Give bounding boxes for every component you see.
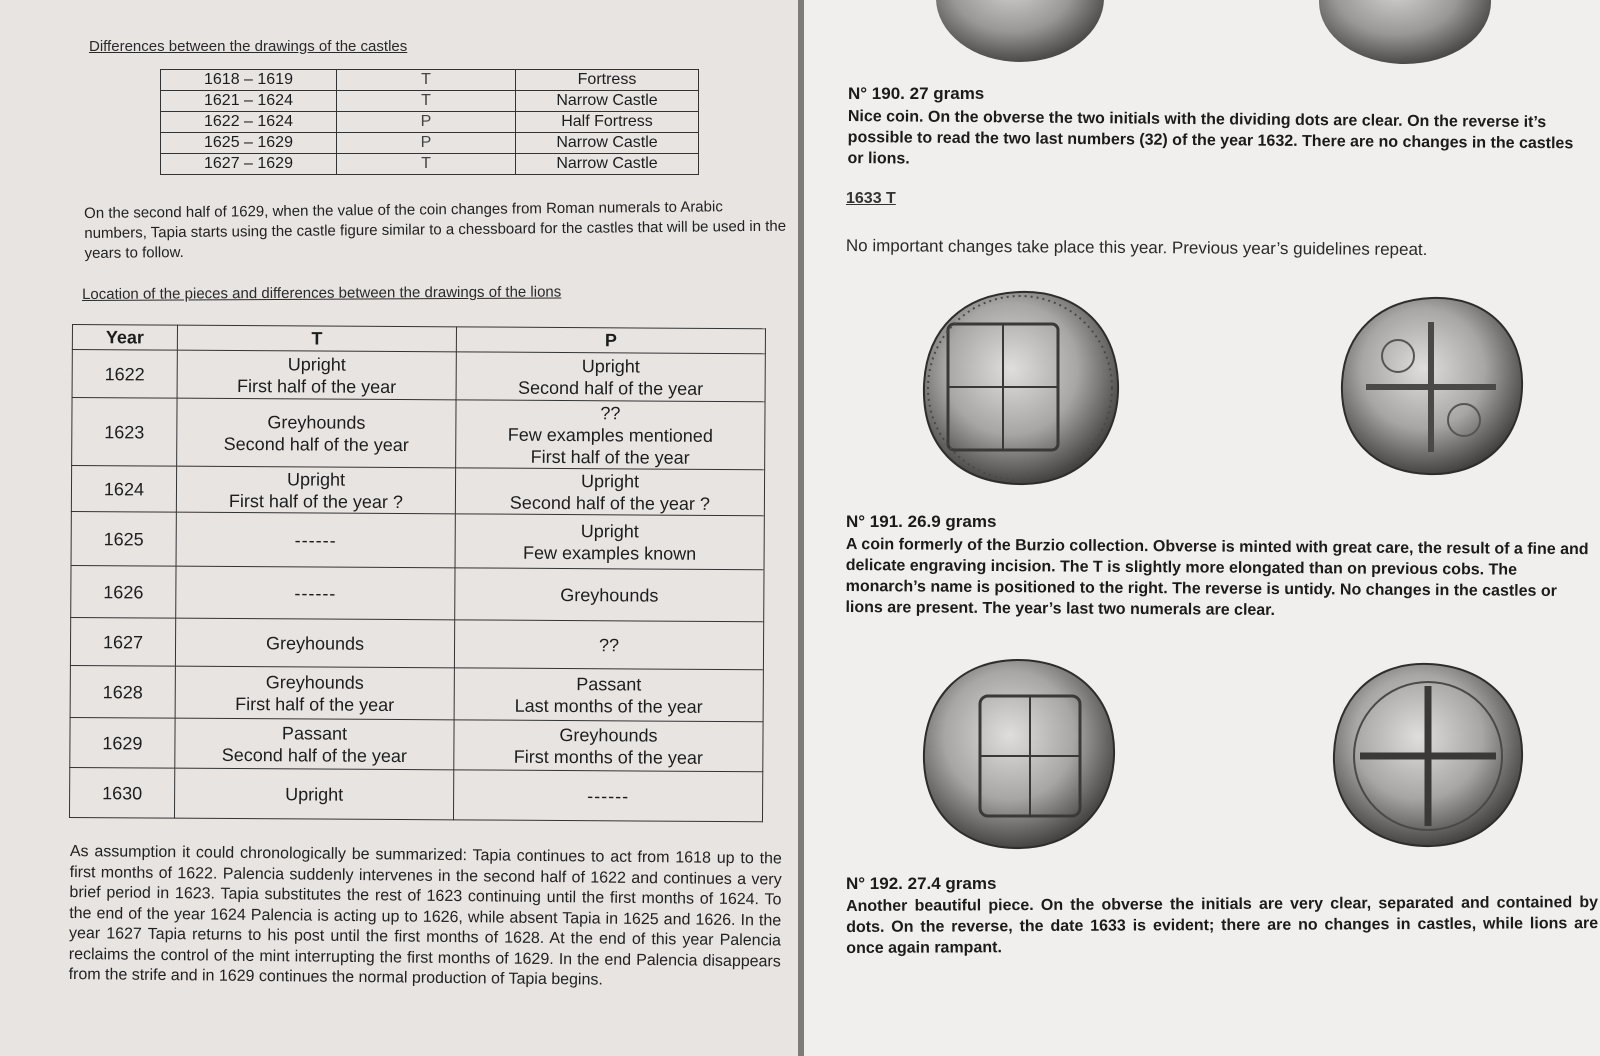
cell-line: ??: [600, 402, 621, 423]
castles-mint-cell: T: [337, 91, 516, 112]
castles-section-title: Differences between the drawings of the castles: [89, 38, 408, 55]
p-cell: [456, 352, 765, 402]
year-cell: 1622: [72, 350, 177, 399]
entry-192-text: Another beautiful piece. On the obverse the initials are very clear, separated and contained by dots. On the reverse, the date 1633 is evident; there are no changes in castles, while lions are once again rampant.: [846, 894, 1599, 957]
coin-192-obverse: [918, 656, 1118, 852]
castles-type-cell: Narrow Castle: [516, 133, 699, 154]
cell-line: Upright: [287, 353, 346, 375]
year-cell: 1630: [69, 767, 174, 818]
left-page: [0, 0, 798, 1056]
cell-line: Upright: [580, 470, 640, 491]
cell-line: Second half of the year: [517, 377, 704, 399]
table-row: [72, 398, 765, 470]
castles-type-cell: Narrow Castle: [516, 91, 699, 112]
column-header-p: P: [456, 327, 765, 354]
cell-line: Second half of the year ?: [509, 492, 711, 514]
p-cell: ??: [454, 620, 763, 670]
castles-table: [160, 69, 699, 175]
p-cell: Greyhounds: [455, 568, 764, 622]
cell-line: Few examples mentioned: [507, 424, 713, 446]
p-cell: [456, 400, 765, 470]
cell-line: Greyhounds: [267, 411, 366, 433]
cell-line: Upright: [286, 468, 346, 490]
t-cell: ------: [176, 566, 455, 620]
entry-190-heading: N° 190. 27 grams: [848, 84, 985, 103]
entry-191-heading: N° 191. 26.9 grams: [846, 512, 997, 531]
castles-type-cell: Half Fortress: [516, 112, 699, 133]
entry-191-text: A coin formerly of the Burzio collection. Obverse is minted with great care, the result of a fine and delicate engraving incision. The T is slightly more elongated than on previous cobs. The monarch’s name is positioned to the right. The reverse is untidy. No changes in the castles or lions are present. The year’s last two numerals are clear.: [845, 535, 1589, 619]
cell-line: First half of the year: [235, 693, 395, 715]
t-cell: [175, 718, 454, 770]
entry-192-heading: N° 192. 27.4 grams: [846, 874, 997, 893]
castles-mint-cell: T: [337, 154, 516, 175]
lions-section-title: Location of the pieces and differences between the drawings of the lions: [82, 283, 562, 303]
year-1633-text: No important changes take place this year. Previous year’s guidelines repeat.: [845, 236, 1428, 260]
castles-years-cell: 1621 – 1624: [161, 91, 337, 112]
castles-years-cell: 1625 – 1629: [161, 133, 337, 154]
lions-table: [69, 324, 766, 822]
p-cell: ------: [453, 770, 762, 822]
column-header-t: T: [177, 325, 456, 352]
p-cell: [454, 668, 763, 722]
t-cell: Upright: [174, 768, 453, 820]
table-row: [70, 665, 763, 721]
cell-line: Passant: [576, 673, 642, 694]
table-row: [161, 154, 699, 175]
castles-mint-cell: P: [337, 133, 516, 154]
cell-line: First half of the year: [530, 446, 690, 468]
coin-190-reverse: [1310, 0, 1500, 68]
year-1633-heading: 1633 T: [846, 190, 896, 207]
cell-line: Few examples known: [523, 542, 697, 564]
coin-190-obverse: [930, 0, 1110, 68]
castles-mint-cell: P: [337, 112, 516, 133]
table-row: [71, 511, 764, 569]
cell-line: Upright: [580, 520, 639, 541]
year-cell: 1629: [70, 717, 175, 768]
t-cell: [175, 666, 454, 720]
coin-191-obverse: [918, 288, 1122, 488]
table-row: [72, 350, 765, 402]
table-row: [161, 133, 699, 154]
t-cell: Greyhounds: [175, 618, 454, 668]
year-cell: 1626: [71, 565, 176, 618]
castles-type-cell: Narrow Castle: [516, 154, 699, 175]
cell-line: Greyhounds: [559, 724, 658, 746]
castles-years-cell: 1618 – 1619: [161, 70, 337, 91]
table-row: [69, 767, 762, 821]
table-row: [71, 466, 764, 516]
column-header-year: Year: [72, 325, 177, 351]
p-cell: [454, 720, 763, 772]
table-row: [161, 112, 699, 133]
year-cell: 1624: [71, 466, 176, 513]
t-cell: [177, 398, 456, 468]
year-cell: 1628: [70, 665, 175, 718]
cell-line: Second half of the year: [223, 433, 409, 455]
t-cell: [176, 466, 455, 514]
castles-type-cell: Fortress: [516, 70, 699, 91]
table-row: [70, 717, 763, 771]
year-cell: 1625: [71, 511, 176, 566]
cell-line: First months of the year: [513, 746, 703, 768]
table-row: [161, 70, 699, 91]
coin-191-reverse: [1336, 292, 1526, 480]
castles-mint-cell: T: [337, 70, 516, 91]
year-cell: 1623: [72, 398, 177, 467]
summary-paragraph: As assumption it could chronologically be summarized: Tapia continues to act from 1618 up to the first months of 1622. Palencia suddenly intervenes in the second half of 1622 and continues a very brief period in 1623. Tapia substitutes the rest of 1623 continuing until the first months of 1624. To the end of the year 1624 Palencia is acting up to 1626, while absent Tapia in 1625 and 1626. In the year 1627 Tapia returns to his post until the first months of 1628. At the end of this year Palencia reclaims the control of the mint interrupting the first months of 1629. In the end Palencia disappears from the strife and in 1629 continues the normal production of Tapia begins.: [68, 842, 782, 989]
castles-years-cell: 1627 – 1629: [161, 154, 337, 175]
table-row: [161, 91, 699, 112]
year-cell: 1627: [70, 617, 175, 666]
t-cell: [177, 350, 456, 400]
p-cell: [455, 514, 764, 570]
entry-190-text: Nice coin. On the obverse the two initials with the dividing dots are clear. On the reverse it’s possible to read the two last numbers (32) of the year 1632. There are no changes in the castles or lions.: [847, 107, 1574, 168]
table-row: [71, 565, 764, 621]
cell-line: Last months of the year: [514, 695, 703, 717]
p-cell: [455, 468, 764, 516]
castles-years-cell: 1622 – 1624: [161, 112, 337, 133]
cell-line: First half of the year ?: [228, 490, 404, 512]
cell-line: Greyhounds: [265, 671, 364, 693]
castles-paragraph: On the second half of 1629, when the value of the coin changes from Roman numerals to Arabic numbers, Tapia starts using the castle figure similar to a chessboard for the castles that will be used in the years to follow.: [84, 198, 787, 262]
t-cell: ------: [176, 512, 455, 568]
cell-line: First half of the year: [237, 375, 397, 397]
cell-line: Passant: [281, 722, 348, 744]
cell-line: Second half of the year: [221, 744, 407, 766]
cell-line: Upright: [581, 355, 640, 376]
coin-192-reverse: [1328, 660, 1528, 850]
table-row: [70, 617, 763, 669]
